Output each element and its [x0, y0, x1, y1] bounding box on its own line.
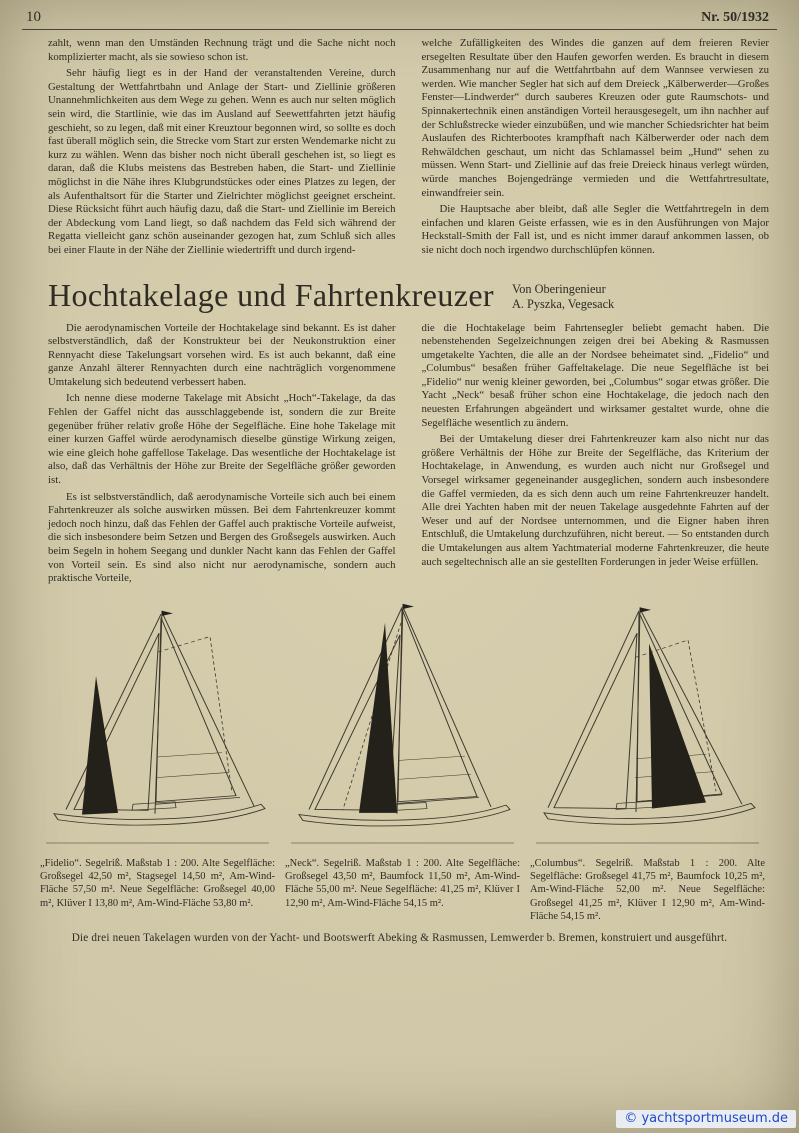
article-paragraph: die die Hochtakelage beim Fahrtensegler beliebt gemacht haben. Die nebenstehenden Segelzeichnungen zeigen drei bei Abeking & Rasmussen umgetakelte Yachten, die alle an der Nordsee beheimatet sind. „Fidelio“ und „Columbus“ besaßen früher Gaffeltakelage. Die neue Segelfläche ist bei „Fidelio“ nur wenig kleiner geworden, bei „Columbus“ sogar etwas größer. Die Yacht „Neck“ besaß früher schon eine Hochtakelage, die jedoch nach den neuesten Erfahrungen abgeändert und wirksamer gestaltet wurde, ohne die Segelfläche wesentlich zu ändern. — [421, 321, 769, 429]
sailplan-figure-neck — [285, 597, 520, 924]
fidelio-sailplan-drawing — [40, 597, 275, 855]
article-columns — [0, 322, 799, 589]
page-number: 10 — [26, 9, 41, 25]
issue-number: Nr. 50/1932 — [701, 10, 769, 25]
sailplan-figures — [0, 589, 799, 924]
article-title: Hochtakelage und Fahrtenkreuzer — [48, 276, 494, 313]
header-rule — [22, 29, 777, 30]
sailplan-figure-columbus — [530, 597, 765, 924]
article-paragraph: Die aerodynamischen Vorteile der Hochtakelage sind bekannt. Es ist daher selbstverständlich, daß der Konstrukteur bei der Neukonstruktion einer Rennyacht diese Takelungsart vorsehen wird. Es ist auch bekannt, daß eine ganze Anzahl älterer Rennyachten durch eine nachträglich vorgenommene Umtakelung sich bedeutend verbessert haben. — [48, 321, 396, 388]
neck-caption: „Neck“. Segelriß. Maßstab 1 : 200. Alte Segelfläche: Großsegel 43,50 m², Baumfock 11,50 m², Am-Wind-Fläche 55,00 m². Neue Segelfläche: 41,25 m², Klüver I 12,90 m², Am-Wind-Fläche 54,15 m². — [285, 857, 520, 909]
intro-paragraph: welche Zufälligkeiten des Windes die ganzen auf dem freieren Revier ersegelten Resultate über den Haufen geworfen werden. Es braucht in diesem Zusammenhang nur auf die Wettfahrtbahn auf dem Wannsee verwiesen zu werden. Wie mancher Segler hat sich auf dem Dreieck „Kälberwerder—Großes Fenster—Lindwerder“ durch sauberes Kreuzen oder gute Raumschots- und Spinnakertechnik einen anständigen Vorteil herausgesegelt, um ihn nachher auf der Schlußstrecke wieder einzubüßen, und wie mancher Schiedsrichter hat beim Auslaufen des Richterbootes krampfhaft nach Kälberwerder oder nach dem Rehwäldchen geschaut, um nicht das Schlamassel beim „Hund“ sehen zu müssen. Wenn Start- und Ziellinie auf das freie Dreieck hinaus verlegt würden, würde manches Bojengedränge vermieden und die Wettfahrtresultate, einwandfreier sein. — [421, 37, 769, 199]
intro-left-column — [48, 37, 396, 261]
intro-paragraph: Sehr häufig liegt es in der Hand der veranstaltenden Vereine, durch Gestaltung der Wettfahrtbahn und Anlage der Start- und Ziellinie größeren Unannehmlichkeiten aus dem Wege zu gehen. Wenn es auch nur selten möglich sein wird, die Startlinie, wie das im Ausland auf Seewettfahrten jetzt häufig geschieht, so zu legen, daß mit einer Kreuztour begonnen wird, so sollte es doch fast überall möglich sein, die Strecke vom Start zur ersten Wendemarke nicht zu kurz zu wählen. Wenn das bisher noch nicht überall geschehen ist, so liegt es daran, daß die Klubs meistens das Bestreben haben, die Start- und Ziellinie möglichst in die Nähe ihres Klubgrundstückes oder eines Platzes zu legen, der als Aufenthaltsort für die Starter und Zielrichter möglichst geeignet erscheint. Diese Rücksicht führt auch häufig dazu, daß die Start- und Ziellinie im Bereich der Abdeckung vom Land liegt, so daß nachdem das Feld sich während der Regatta vielleicht ganz schön auseinander gezogen hat, zum Schluß sich alles bei einer Flaute in der Nähe der Ziellinie wiedertrifft und durch irgend- — [48, 67, 396, 256]
sailplan-figure-fidelio — [40, 597, 275, 924]
article-paragraph: Ich nenne diese moderne Takelage mit Absicht „Hoch“-Takelage, da das Fehlen der Gaffel nicht das ausschlaggebende ist, sondern die zur Breite gegenüber früher relativ große Höhe der Segelfläche. Eine hohe Takelage mit einer kurzen Gaffel würde aerodynamisch dieselbe günstige Wirkung zeigen, wie eine gleich hohe gaffellose Takelage. Das wesentliche der Hochtakelage ist also, daß das Verhältnis der Höhe zur Breite der Segelfläche größer geworden ist. — [48, 392, 396, 487]
byline-line-1: Von Oberingenieur — [511, 281, 606, 296]
columbus-caption: „Columbus“. Segelriß. Maßstab 1 : 200. Alte Segelfläche: Großsegel 41,75 m², Baumfock 10,25 m², Am-Wind-Fläche 52,00 m². Neue Segelfläche: Großsegel 41,25 m², Klüver I 12,90 m², Am-Wind-Fläche 54,15 m². — [530, 857, 765, 923]
intro-right-column — [422, 37, 770, 261]
fidelio-caption: „Fidelio“. Segelriß. Maßstab 1 : 200. Alte Segelfläche: Großsegel 42,50 m², Stagsegel 14,50 m², Am-Wind-Fläche 57,50 m². Neue Segelfläche: Großsegel 40,00 m², Klüver I 13,80 m², Am-Wind-Fläche 53,80 m². — [40, 857, 275, 909]
intro-paragraph: Die Hauptsache aber bleibt, daß alle Segler die Wettfahrtregeln in dem einfachen und klaren Geiste erfassen, wie es in den Ausführungen von Major Heckstall-Smith der Fall ist, und es nicht immer darauf ankommen lassen, ob sie nicht doch noch irgendwo durchschlüpfen können. — [421, 203, 769, 256]
neck-sailplan-drawing — [285, 597, 520, 855]
article-right-column — [422, 322, 770, 589]
intro-paragraph: zahlt, wenn man den Umständen Rechnung trägt und die Sache nicht noch komplizierter macht, als sie sowieso schon ist. — [48, 37, 396, 63]
watermark: © yachtsportmuseum.de — [616, 1110, 796, 1128]
shipyard-credit-line: Die drei neuen Takelagen wurden von der Yacht- und Bootswerft Abeking & Rasmussen, Lemwerder b. Bremen, konstruiert und ausgeführt. — [71, 932, 728, 945]
article-byline — [512, 277, 614, 313]
article-headline-row — [0, 261, 799, 322]
intro-columns — [0, 37, 799, 261]
article-paragraph: Es ist selbstverständlich, daß aerodynamische Vorteile sich auch bei einem Fahrtenkreuzer als solche auswirken müssen. Bei dem Fahrtenkreuzer kommt jedoch noch hinzu, daß das Fehlen der Gaffel auch praktische Vorteile aufweist, die sich insbesondere beim Setzen und Bergen des Großsegels auswirken. Auch beim Segeln in hohem Seegang und dunkler Nacht kann das Fehlen der Gaffel von Vorteil sein. Es sind also nicht nur aerodynamische, sondern auch praktische Vorteile, — [48, 490, 396, 585]
article-left-column — [48, 322, 396, 589]
byline-line-2: A. Pyszka, Vegesack — [511, 296, 615, 311]
article-paragraph: Bei der Umtakelung dieser drei Fahrtenkreuzer kam also nicht nur das größere Verhältnis der Höhe zur Breite der Segelfläche, das Kriterium der Hochtakelage, in Anwendung, es wurden auch nicht nur Großsegel und Vorsegel wirksamer gegeneinander ausgeglichen, sondern auch insbesondere die Gaffel vermieden, da es sich denn auch um reine Fahrtenkreuzer handelt. Alle drei Yachten haben mit der neuen Takelage ausgedehnte Fahrten auf der Weser und auf der Nordsee unternommen, und die Eigner haben ihren Entschluß, die Umtakelung durchzuführen, nicht bereut. — So entstanden durch die Umtakelungen aus altem Yachtmaterial moderne Fahrtenkreuzer, die heute auch segeltechnisch alle an sie gestellten Forderungen in jeder Weise erfüllen. — [421, 433, 769, 568]
columbus-sailplan-drawing — [530, 597, 765, 855]
page-header — [0, 0, 799, 29]
